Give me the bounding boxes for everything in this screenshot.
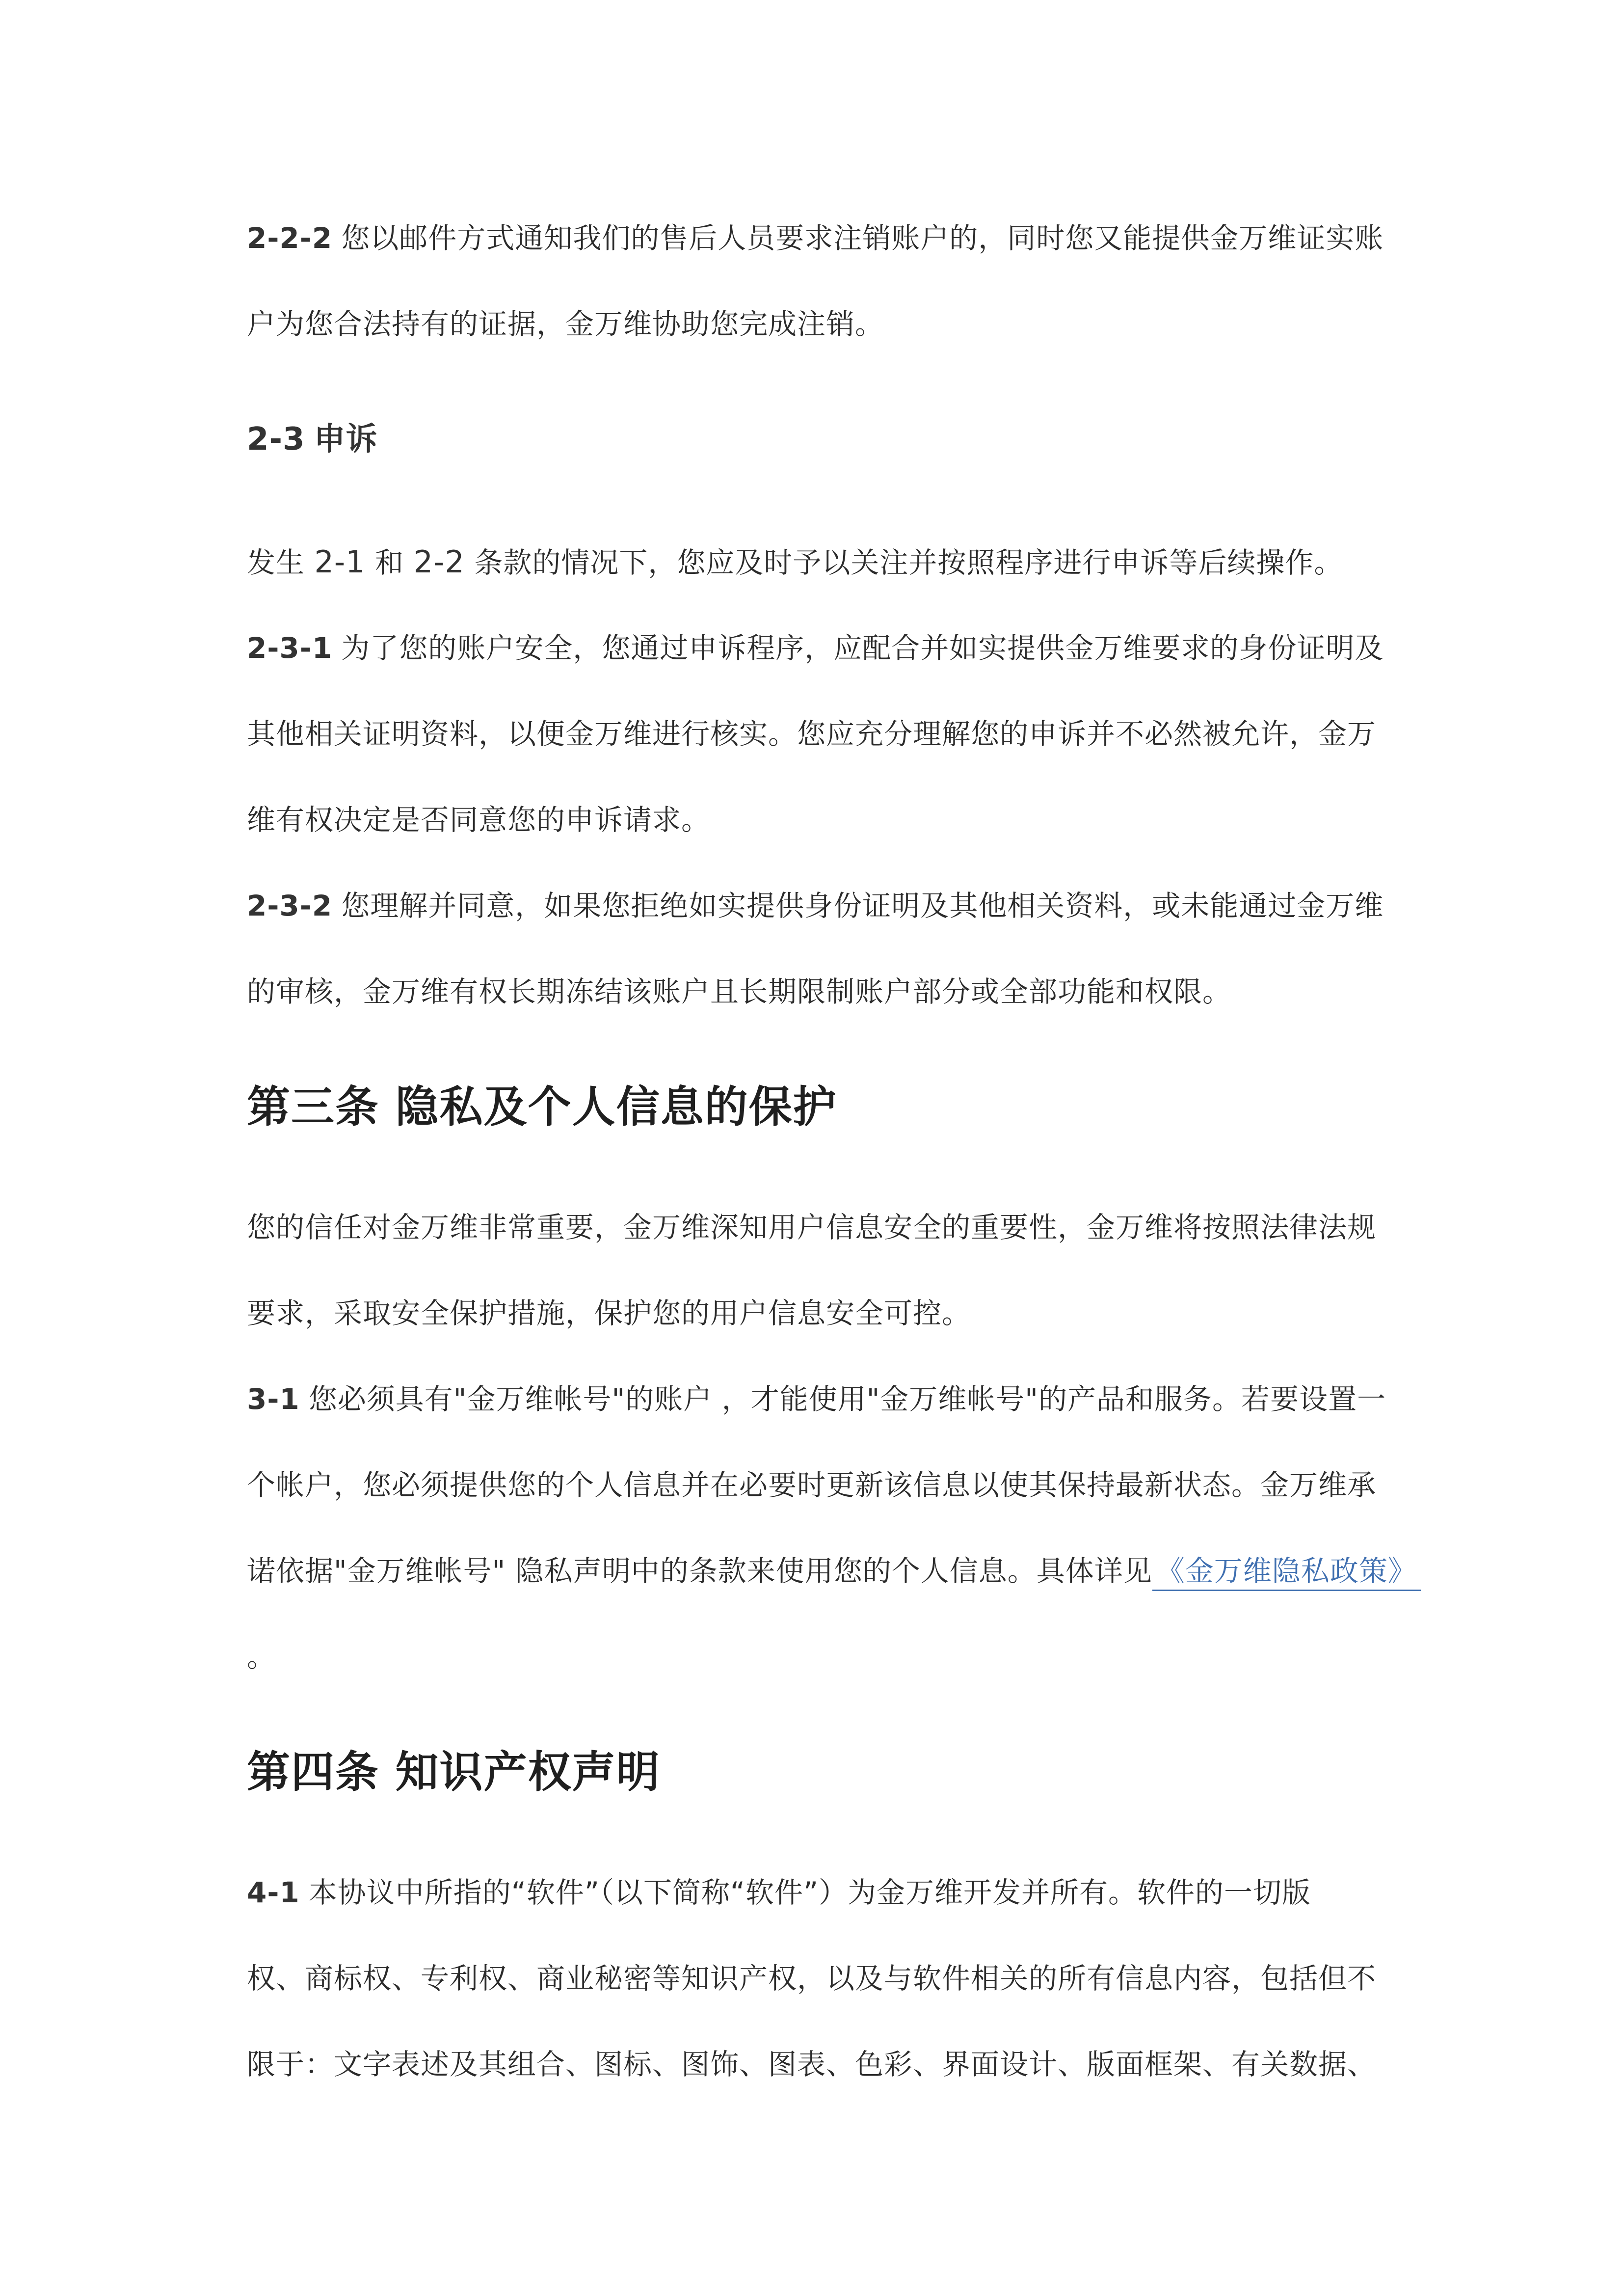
privacy-policy-link[interactable]: 《金万维隐私政策》 [1152, 1554, 1421, 1591]
clause-number: 4-1 [247, 1876, 300, 1909]
intro-suffix: 条款的情况下，您应及时予以关注并按照程序进行申诉等后续操作。 [474, 546, 1343, 579]
clause-2-3-2-line-1 [247, 886, 1425, 925]
clause-reference: 2-1 [314, 544, 366, 580]
clause-text: 您的信任对金万维非常重要，金万维深知用户信息安全的重要性，金万维将按照法律法规 [247, 1211, 1377, 1244]
clause-4-1-line-3 [247, 2045, 1425, 2084]
article-4-title: 第四条 知识产权声明 [247, 1747, 661, 1797]
clause-number: 2-3-2 [247, 889, 333, 922]
clause-reference: 2-2 [413, 544, 465, 580]
intro-prefix: 发生 [247, 546, 305, 579]
clause-text: 的审核，金万维有权长期冻结该账户且长期限制账户部分或全部功能和权限。 [247, 975, 1232, 1008]
section-title: 申诉 [314, 421, 378, 458]
section-2-3-heading [247, 420, 1425, 459]
clause-text: 您理解并同意，如果您拒绝如实提供身份证明及其他相关资料，或未能通过金万维 [341, 889, 1384, 922]
clause-text: 其他相关证明资料，以便金万维进行核实。您应充分理解您的申诉并不必然被允许，金万 [247, 717, 1377, 751]
clause-2-3-2-line-2 [247, 972, 1425, 1011]
clause-number: 3-1 [247, 1382, 300, 1416]
clause-text: 您必须具有"金万维帐号"的账户 ，才能使用"金万维帐号"的产品和服务。若要设置一 [308, 1382, 1386, 1416]
clause-2-3-1-line-1 [247, 628, 1425, 668]
clause-3-1-line-2 [247, 1465, 1425, 1505]
clause-text: 要求，采取安全保护措施，保护您的用户信息安全可控。 [247, 1297, 971, 1330]
clause-text: 权、商标权、专利权、商业秘密等知识产权，以及与软件相关的所有信息内容，包括但不 [247, 1962, 1377, 1995]
clause-text: 。 [247, 1640, 276, 1674]
clause-3-1-line-4 [247, 1637, 1425, 1676]
clause-2-2-2-line-1 [247, 218, 1425, 258]
clause-3-1-line-3 [247, 1551, 1425, 1591]
clause-text: 个帐户，您必须提供您的个人信息并在必要时更新该信息以使其保持最新状态。金万维承 [247, 1468, 1377, 1502]
intro-and: 和 [375, 546, 404, 579]
section-number: 2-3 [247, 421, 305, 458]
article-3-intro-line-1 [247, 1208, 1425, 1247]
clause-text: 您以邮件方式通知我们的售后人员要求注销账户的，同时您又能提供金万维证实账 [341, 221, 1384, 255]
clause-number: 2-2-2 [247, 221, 333, 255]
clause-text: 限于：文字表述及其组合、图标、图饰、图表、色彩、界面设计、版面框架、有关数据、 [247, 2048, 1377, 2081]
article-3-intro-line-2 [247, 1294, 1425, 1333]
clause-text: 维有权决定是否同意您的申诉请求。 [247, 803, 711, 837]
clause-4-1-line-1 [247, 1873, 1425, 1912]
article-3-title: 第三条 隐私及个人信息的保护 [247, 1081, 837, 1132]
section-2-3-intro [247, 542, 1425, 582]
clause-text: 诺依据"金万维帐号" 隐私声明中的条款来使用您的个人信息。具体详见 [247, 1554, 1152, 1588]
clause-3-1-line-1 [247, 1379, 1425, 1419]
clause-2-3-1-line-2 [247, 714, 1425, 754]
clause-4-1-line-2 [247, 1959, 1425, 1998]
clause-number: 2-3-1 [247, 631, 333, 665]
clause-2-2-2-line-2 [247, 304, 1425, 344]
clause-text: 户为您合法持有的证据，金万维协助您完成注销。 [247, 307, 884, 341]
clause-text: 本协议中所指的“软件”（以下简称“软件”）为金万维开发并所有。软件的一切版 [308, 1876, 1311, 1909]
clause-text: 为了您的账户安全，您通过申诉程序，应配合并如实提供金万维要求的身份证明及 [341, 631, 1384, 665]
clause-2-3-1-line-3 [247, 800, 1425, 839]
